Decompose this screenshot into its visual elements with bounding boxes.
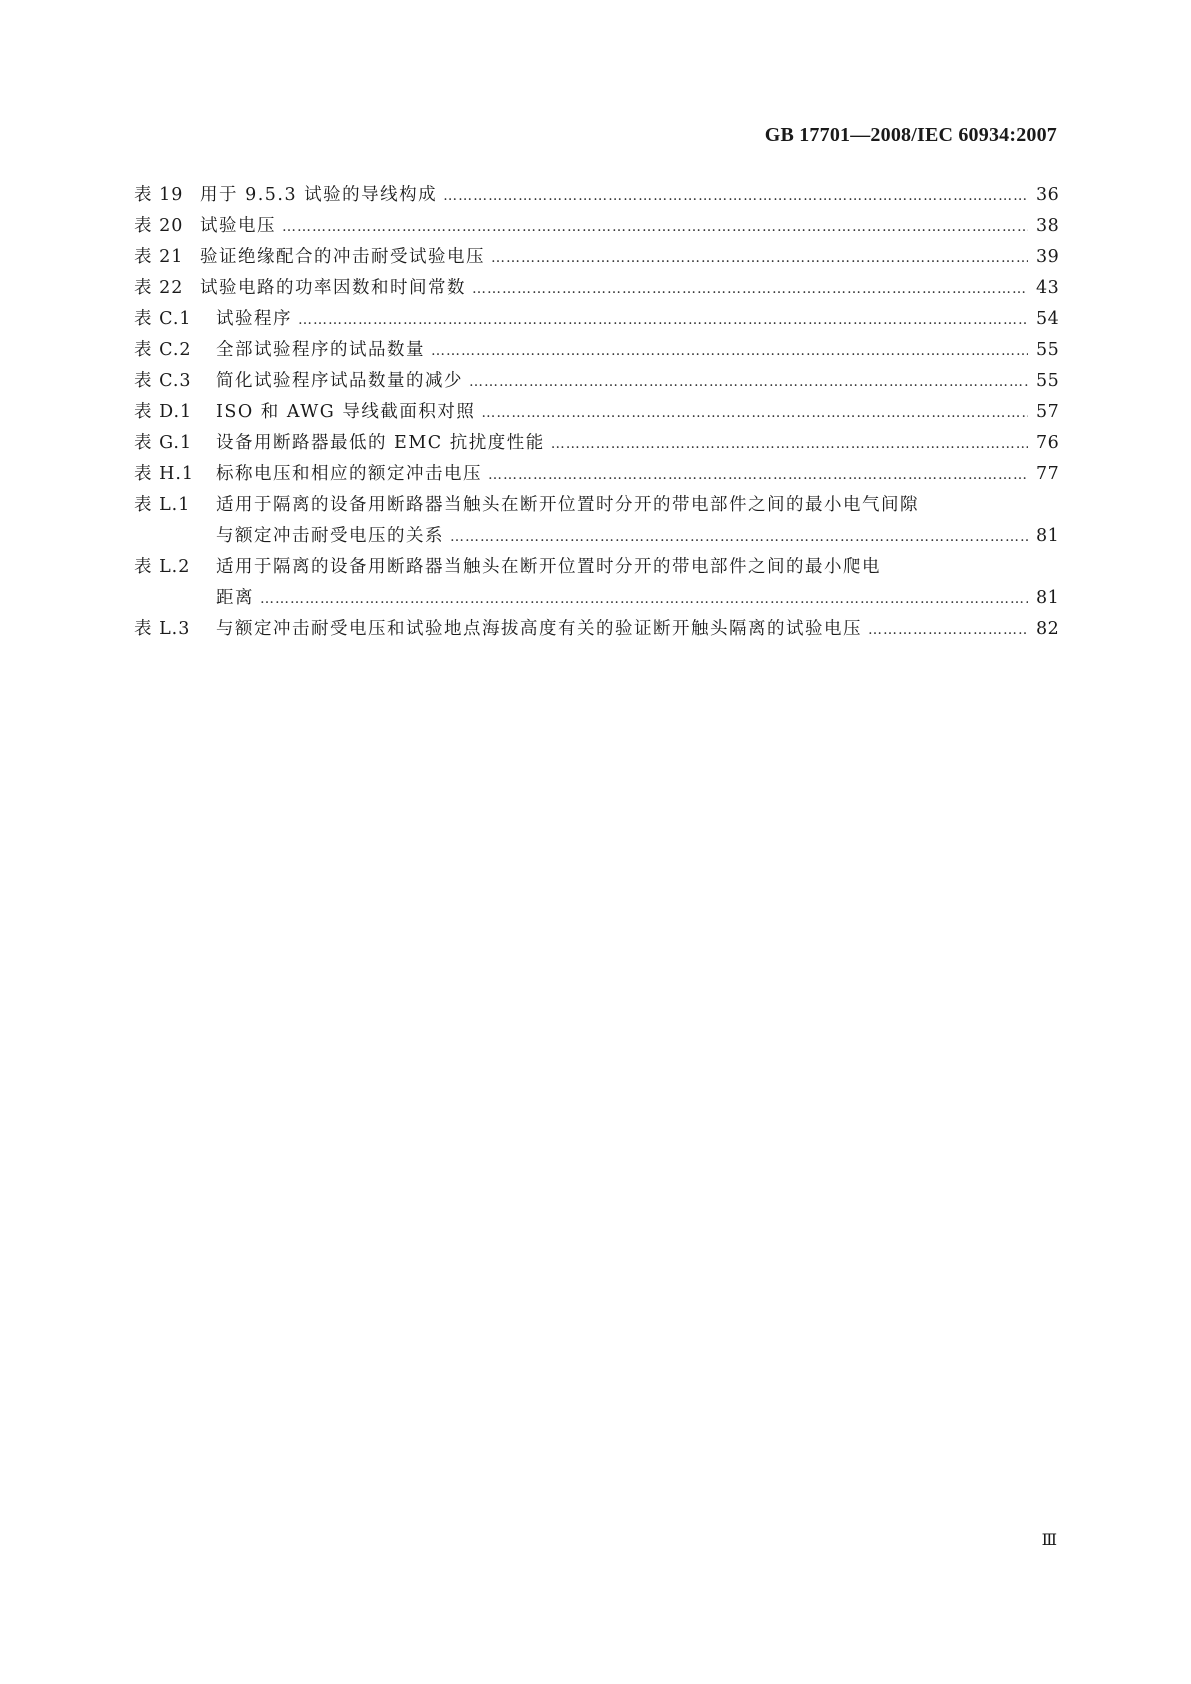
toc-title: 验证绝缘配合的冲击耐受试验电压 <box>200 247 485 267</box>
dot-leader <box>443 181 1028 212</box>
toc-page-number: 82 <box>1036 619 1060 639</box>
dot-leader <box>472 274 1028 305</box>
toc-label: 表 G.1 <box>134 433 193 453</box>
toc-title: ISO 和 AWG 导线截面积对照 <box>216 402 476 422</box>
dot-leader <box>450 522 1028 553</box>
toc-title: 用于 9.5.3 试验的导线构成 <box>200 185 438 205</box>
toc-title-line-2: 距离 <box>216 588 254 608</box>
dot-leader <box>469 367 1028 398</box>
toc-title: 试验程序 <box>216 309 292 329</box>
toc-entry-table-l3[interactable] <box>134 614 1058 645</box>
toc-entry-table-l2[interactable] <box>134 552 1058 614</box>
toc-label: 表 C.1 <box>134 309 192 329</box>
toc-page-number: 77 <box>1036 464 1060 484</box>
table-of-contents <box>134 180 1058 645</box>
standard-number-header: GB 17701—2008/IEC 60934:2007 <box>764 124 1057 146</box>
toc-title: 试验电路的功率因数和时间常数 <box>200 278 466 298</box>
dot-leader <box>431 336 1028 367</box>
dot-leader <box>282 212 1028 243</box>
toc-title: 全部试验程序的试品数量 <box>216 340 425 360</box>
toc-label: 表 D.1 <box>134 402 193 422</box>
toc-page-number: 54 <box>1036 309 1060 329</box>
toc-label: 表 L.1 <box>134 495 191 515</box>
toc-label: 表 21 <box>134 247 184 267</box>
toc-label: 表 19 <box>134 185 184 205</box>
toc-page-number: 55 <box>1036 340 1060 360</box>
toc-page-number: 81 <box>1036 526 1060 546</box>
toc-page-number: 76 <box>1036 433 1060 453</box>
toc-entry-table-c2[interactable] <box>134 335 1058 366</box>
toc-label: 表 C.2 <box>134 340 192 360</box>
dot-leader <box>488 460 1028 491</box>
toc-entry-table-19[interactable] <box>134 180 1058 211</box>
toc-entry-table-22[interactable] <box>134 273 1058 304</box>
toc-page-number: 57 <box>1036 402 1060 422</box>
toc-entry-table-h1[interactable] <box>134 459 1058 490</box>
toc-entry-table-c3[interactable] <box>134 366 1058 397</box>
toc-label: 表 L.2 <box>134 557 191 577</box>
toc-title-line-2: 与额定冲击耐受电压的关系 <box>216 526 444 546</box>
toc-entry-table-d1[interactable] <box>134 397 1058 428</box>
dot-leader <box>260 584 1028 615</box>
toc-label: 表 22 <box>134 278 184 298</box>
toc-title: 设备用断路器最低的 EMC 抗扰度性能 <box>216 433 545 453</box>
toc-entry-table-20[interactable] <box>134 211 1058 242</box>
toc-page-number: 39 <box>1036 247 1060 267</box>
toc-page-number: 38 <box>1036 216 1060 236</box>
toc-page-number: 36 <box>1036 185 1060 205</box>
page-folio-number: Ⅲ <box>1041 1530 1057 1549</box>
dot-leader <box>298 305 1028 336</box>
toc-title-line-1: 适用于隔离的设备用断路器当触头在断开位置时分开的带电部件之间的最小电气间隙 <box>216 495 919 515</box>
toc-label: 表 H.1 <box>134 464 195 484</box>
toc-label: 表 C.3 <box>134 371 192 391</box>
toc-page-number: 55 <box>1036 371 1060 391</box>
toc-title: 与额定冲击耐受电压和试验地点海拔高度有关的验证断开触头隔离的试验电压 <box>216 619 862 639</box>
toc-label: 表 L.3 <box>134 619 191 639</box>
toc-title-line-1: 适用于隔离的设备用断路器当触头在断开位置时分开的带电部件之间的最小爬电 <box>216 557 881 577</box>
dot-leader <box>551 429 1028 460</box>
dot-leader <box>481 398 1028 429</box>
dot-leader <box>868 615 1028 646</box>
toc-title: 标称电压和相应的额定冲击电压 <box>216 464 482 484</box>
toc-entry-table-21[interactable] <box>134 242 1058 273</box>
toc-page-number: 81 <box>1036 588 1060 608</box>
toc-entry-table-l1[interactable] <box>134 490 1058 552</box>
toc-entry-table-c1[interactable] <box>134 304 1058 335</box>
dot-leader <box>491 243 1028 274</box>
toc-page-number: 43 <box>1036 278 1060 298</box>
toc-title: 简化试验程序试品数量的减少 <box>216 371 463 391</box>
toc-title: 试验电压 <box>200 216 276 236</box>
toc-label: 表 20 <box>134 216 184 236</box>
toc-entry-table-g1[interactable] <box>134 428 1058 459</box>
